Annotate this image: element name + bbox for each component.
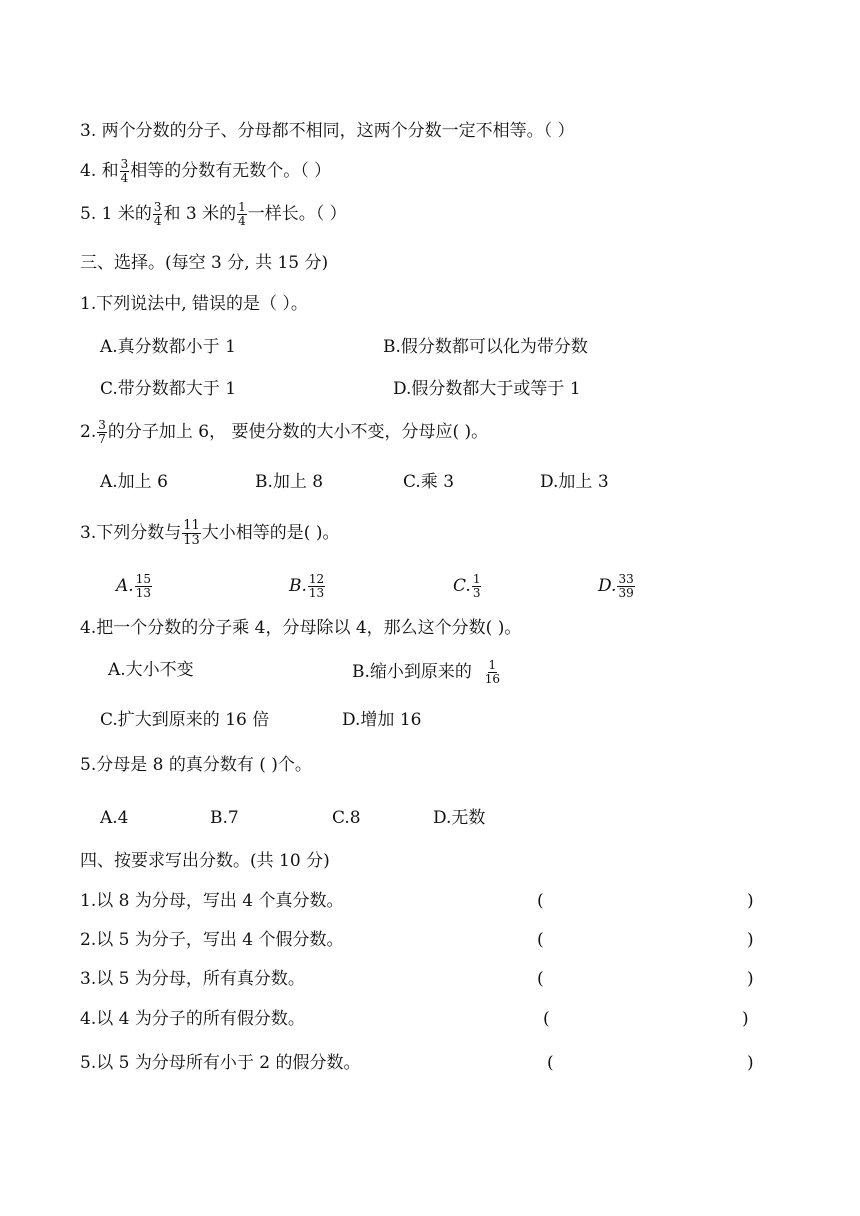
answer-open-paren: ( [537,891,544,911]
choice-q1-d: D.假分数都大于或等于 1 [393,379,581,399]
choice-q1-b: B.假分数都可以化为带分数 [383,337,588,357]
choice-q4-d: D.增加 16 [342,710,422,730]
answer-close-paren: ) [747,891,754,911]
choice-q3-a: A. $\frac{15}{13}$ [116,572,151,600]
choice-q3-c: C. $\frac{1}{3}$ [453,572,481,600]
judge-q4: 4. 和 $\frac{3}{4}$ 相等的分数有无数个。（ ） [80,157,332,185]
answer-close-paren: ) [747,969,754,989]
answer-open-paren: ( [543,1009,550,1029]
write-item-5: 5.以 5 为分母所有小于 2 的假分数。 [80,1053,361,1073]
choice-q1-stem: 1.下列说法中, 错误的是（ ）。 [80,294,308,314]
judge-q5: 5. 1 米的 $\frac{3}{4}$ 和 3 米的 $\frac{1}{4}$ 一样长。（ ） [80,200,347,228]
judge-q3: 3. 两个分数的分子、分母都不相同，这两个分数一定不相等。（ ） [80,121,575,141]
section-heading-choice: 三、选择。(每空 3 分, 共 15 分) [80,253,329,273]
choice-q5-b: B.7 [210,808,239,828]
fraction: $\frac{3}{7}$ [98,418,106,446]
fraction: $\frac{12}{13}$ [308,572,325,600]
fraction: $\frac{3}{4}$ [153,200,162,228]
choice-q2-a: A.加上 6 [100,472,168,492]
fraction: $\frac{11}{13}$ [183,518,200,548]
choice-q4-a: A.大小不变 [108,660,194,680]
write-item-3: 3.以 5 为分母，所有真分数。 [80,969,305,989]
choice-q4-b: B.缩小到原来的 $\frac{1}{16}$ [352,658,500,686]
answer-open-paren: ( [537,930,544,950]
choice-q3-stem: 3.下列分数与 $\frac{11}{13}$ 大小相等的是( )。 [80,518,340,548]
fraction: $\frac{1}{4}$ [238,200,246,228]
section-heading-write: 四、按要求写出分数。(共 10 分) [80,851,330,871]
choice-q3-b: B. $\frac{12}{13}$ [289,572,325,600]
answer-close-paren: ) [742,1009,749,1029]
answer-open-paren: ( [547,1053,554,1073]
choice-q2-c: C.乘 3 [403,472,455,492]
fraction: $\frac{33}{39}$ [618,572,634,600]
choice-q5-d: D.无数 [433,808,486,828]
choice-q2-stem: 2. $\frac{3}{7}$ 的分子加上 6， 要使分数的大小不变，分母应( )。 [80,418,489,446]
choice-q2-b: B.加上 8 [255,472,324,492]
answer-close-paren: ) [747,930,754,950]
answer-open-paren: ( [537,969,544,989]
write-item-2: 2.以 5 为分子，写出 4 个假分数。 [80,930,344,950]
choice-q3-d: D. $\frac{33}{39}$ [598,572,634,600]
fraction: $\frac{1}{16}$ [484,658,500,686]
choice-q1-c: C.带分数都大于 1 [100,379,237,399]
fraction: $\frac{1}{3}$ [472,572,481,600]
write-item-4: 4.以 4 为分子的所有假分数。 [80,1009,305,1029]
choice-q1-a: A.真分数都小于 1 [100,337,236,357]
choice-q5-a: A.4 [100,808,129,828]
choice-q4-c: C.扩大到原来的 16 倍 [100,710,270,730]
answer-close-paren: ) [747,1053,754,1073]
choice-q4-stem: 4.把一个分数的分子乘 4，分母除以 4，那么这个分数( )。 [80,618,522,638]
write-item-1: 1.以 8 为分母，写出 4 个真分数。 [80,891,344,911]
choice-q5-stem: 5.分母是 8 的真分数有 ( )个。 [80,755,312,775]
fraction: $\frac{3}{4}$ [120,157,129,185]
fraction: $\frac{15}{13}$ [135,572,151,600]
choice-q5-c: C.8 [332,808,361,828]
choice-q2-d: D.加上 3 [540,472,609,492]
